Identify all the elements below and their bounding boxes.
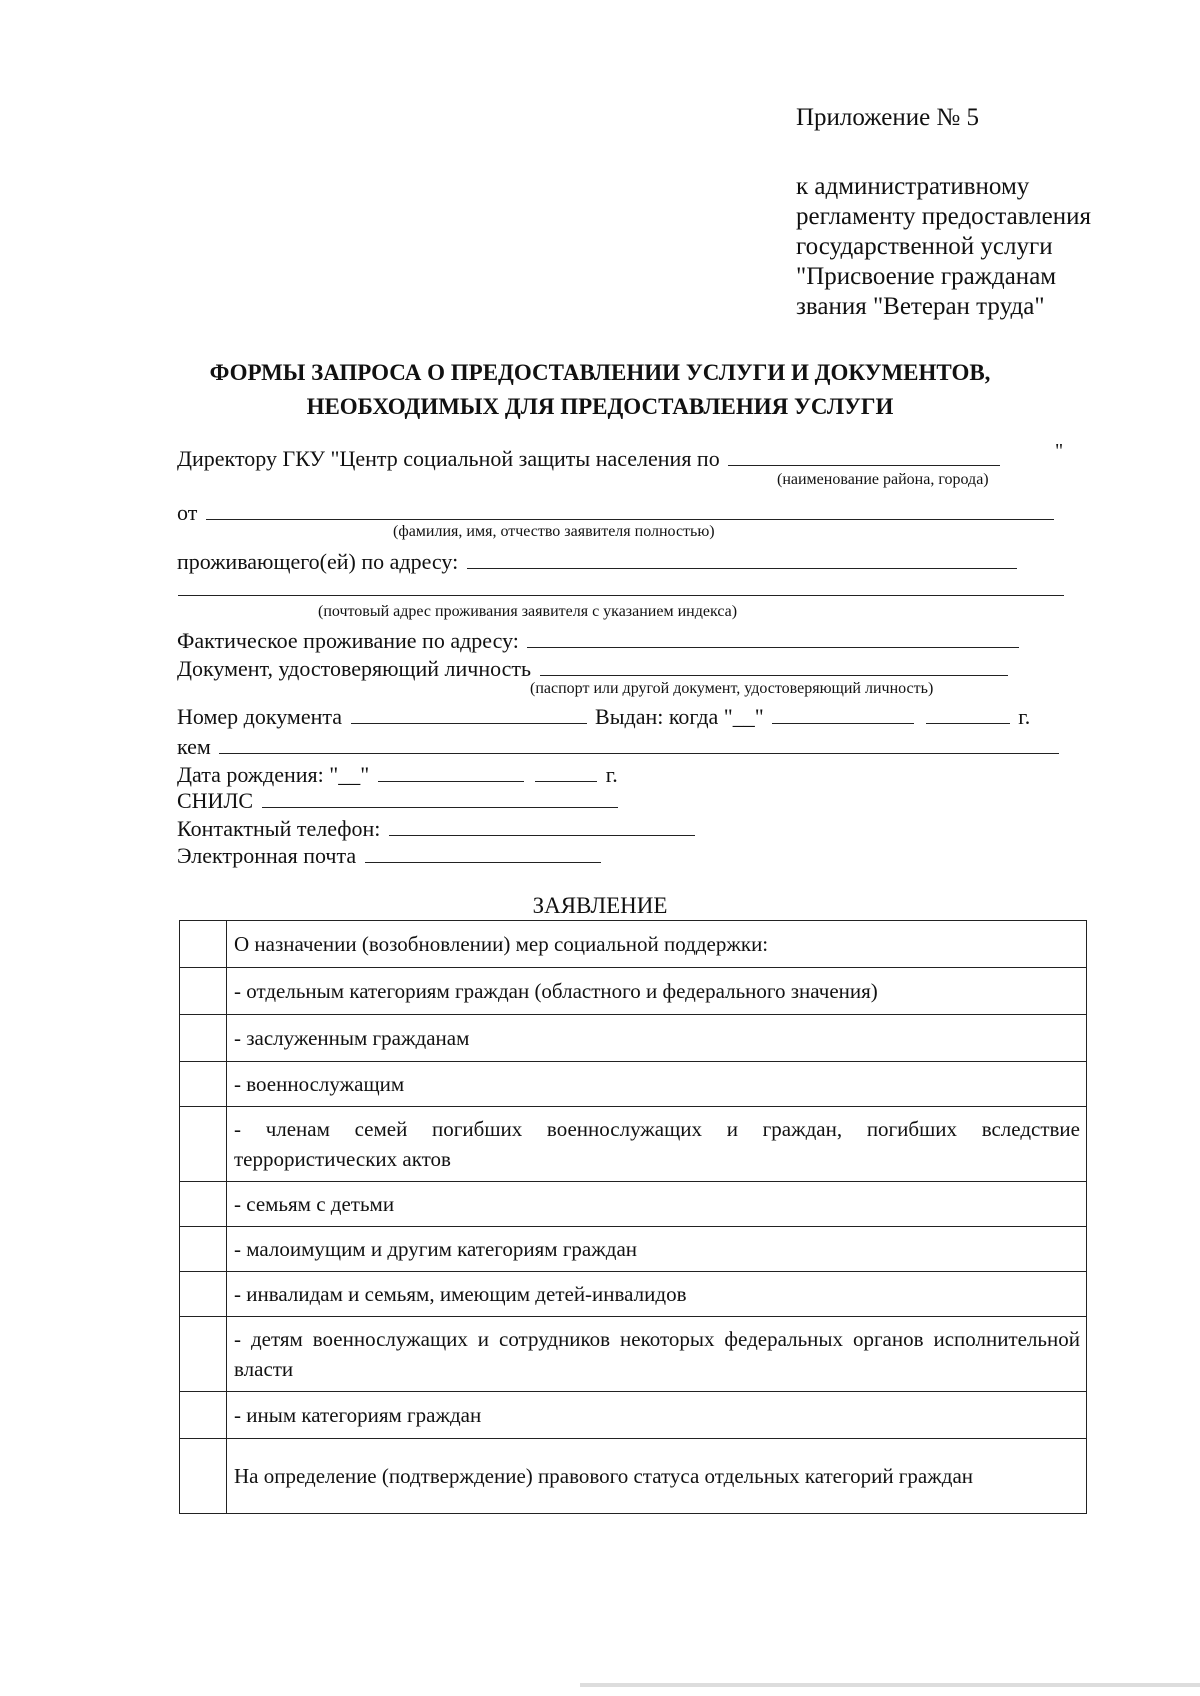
row-checkbox[interactable] — [180, 968, 227, 1015]
row-text: - членам семей погибших военнослужащих и граждан, погибших вследствие террористических актов — [227, 1107, 1087, 1182]
actual-address-row — [177, 628, 1022, 654]
appendix-subtitle-line: "Присвоение гражданам — [796, 263, 1057, 290]
issued-year-field[interactable] — [926, 705, 1010, 724]
table-row — [180, 1272, 1087, 1317]
row-text: - заслуженным гражданам — [227, 1015, 1087, 1062]
email-field[interactable] — [365, 844, 601, 863]
row-text: - иным категориям граждан — [227, 1392, 1087, 1439]
issued-by-label: кем — [177, 734, 211, 759]
snils-row — [177, 788, 621, 814]
appendix-subtitle-line: звания "Ветеран труда" — [796, 293, 1045, 320]
table-row — [180, 968, 1087, 1015]
birth-year-suffix: г. — [605, 762, 618, 787]
birth-date-label: Дата рождения: "__" — [177, 762, 370, 787]
birth-year-field[interactable] — [535, 763, 597, 782]
table-row — [180, 1015, 1087, 1062]
table-row — [180, 1062, 1087, 1107]
from-hint: (фамилия, имя, отчество заявителя полностью) — [393, 523, 715, 540]
email-row — [177, 843, 604, 869]
row-checkbox[interactable] — [180, 1392, 227, 1439]
table-row — [180, 921, 1087, 968]
id-document-row — [177, 656, 1011, 682]
row-text: - военнослужащим — [227, 1062, 1087, 1107]
appendix-subtitle-line: регламенту предоставления — [796, 203, 1092, 230]
address-hint: (почтовый адрес проживания заявителя с указанием индекса) — [318, 603, 738, 620]
row-text: - инвалидам и семьям, имеющим детей-инвалидов — [227, 1272, 1087, 1317]
row-text: - семьям с детьми — [227, 1182, 1087, 1227]
statement-title: ЗАЯВЛЕНИЕ — [532, 893, 668, 918]
row-checkbox[interactable] — [180, 1317, 227, 1392]
doc-number-row — [177, 704, 1030, 730]
heading-line-2: НЕОБХОДИМЫХ ДЛЯ ПРЕДОСТАВЛЕНИЯ УСЛУГИ — [306, 394, 894, 419]
heading-line-1: ФОРМЫ ЗАПРОСА О ПРЕДОСТАВЛЕНИИ УСЛУГИ И ДОКУМЕНТОВ, — [209, 360, 991, 385]
phone-row — [177, 816, 698, 842]
address-row — [177, 549, 1020, 575]
director-label: Директору ГКУ "Центр социальной защиты населения по — [177, 446, 720, 471]
director-hint: (наименование района, города) — [777, 471, 989, 488]
birth-date-row — [177, 762, 618, 788]
appendix-subtitle — [796, 172, 1156, 322]
doc-number-label: Номер документа — [177, 704, 343, 729]
table-row — [180, 1439, 1087, 1514]
issued-year-suffix: г. — [1018, 704, 1031, 729]
address-field[interactable] — [467, 550, 1017, 569]
appendix-subtitle-line: государственной услуги — [796, 233, 1053, 260]
address-field-line-2[interactable] — [178, 595, 1064, 596]
issued-by-field[interactable] — [219, 735, 1059, 754]
from-label: от — [177, 500, 198, 525]
row-checkbox[interactable] — [180, 1015, 227, 1062]
row-checkbox[interactable] — [180, 1107, 227, 1182]
row-checkbox[interactable] — [180, 1439, 227, 1514]
id-document-label: Документ, удостоверяющий личность — [177, 656, 532, 681]
district-field[interactable] — [728, 447, 1000, 466]
actual-address-field[interactable] — [527, 629, 1019, 648]
row-checkbox[interactable] — [180, 1227, 227, 1272]
table-row — [180, 1317, 1087, 1392]
issued-by-row — [177, 734, 1062, 760]
row-checkbox[interactable] — [180, 1272, 227, 1317]
row-checkbox[interactable] — [180, 921, 227, 968]
issued-when-label: Выдан: когда "__" — [595, 704, 764, 729]
snils-label: СНИЛС — [177, 788, 254, 813]
issued-month-field[interactable] — [772, 705, 914, 724]
row-checkbox[interactable] — [180, 1182, 227, 1227]
phone-label: Контактный телефон: — [177, 816, 381, 841]
director-quote: " — [1055, 440, 1064, 462]
form-heading — [0, 356, 1200, 424]
table-row — [180, 1182, 1087, 1227]
director-row — [177, 446, 1003, 472]
row-text: На определение (подтверждение) правового статуса отдельных категорий граждан — [227, 1439, 1087, 1514]
snils-field[interactable] — [262, 789, 618, 808]
table-row — [180, 1107, 1087, 1182]
doc-number-field[interactable] — [351, 705, 587, 724]
table-row — [180, 1392, 1087, 1439]
row-text: - детям военнослужащих и сотрудников некоторых федеральных органов исполнительной власти — [227, 1317, 1087, 1392]
actual-address-label: Фактическое проживание по адресу: — [177, 628, 519, 653]
row-text: О назначении (возобновлении) мер социальной поддержки: — [227, 921, 1087, 968]
scan-edge-mark — [580, 1683, 1200, 1687]
row-text: - отдельным категориям граждан (областного и федерального значения) — [227, 968, 1087, 1015]
row-checkbox[interactable] — [180, 1062, 227, 1107]
statement-table — [179, 920, 1087, 1514]
email-label: Электронная почта — [177, 843, 357, 868]
applicant-name-field[interactable] — [206, 501, 1054, 520]
table-row — [180, 1227, 1087, 1272]
birth-month-field[interactable] — [378, 763, 524, 782]
appendix-title: Приложение № 5 — [796, 104, 980, 131]
row-text: - малоимущим и другим категориям граждан — [227, 1227, 1087, 1272]
id-document-field[interactable] — [540, 657, 1008, 676]
phone-field[interactable] — [389, 817, 695, 836]
id-document-hint: (паспорт или другой документ, удостоверяющий личность) — [530, 680, 934, 697]
appendix-subtitle-line: к административному — [796, 173, 1030, 200]
address-label: проживающего(ей) по адресу: — [177, 549, 459, 574]
